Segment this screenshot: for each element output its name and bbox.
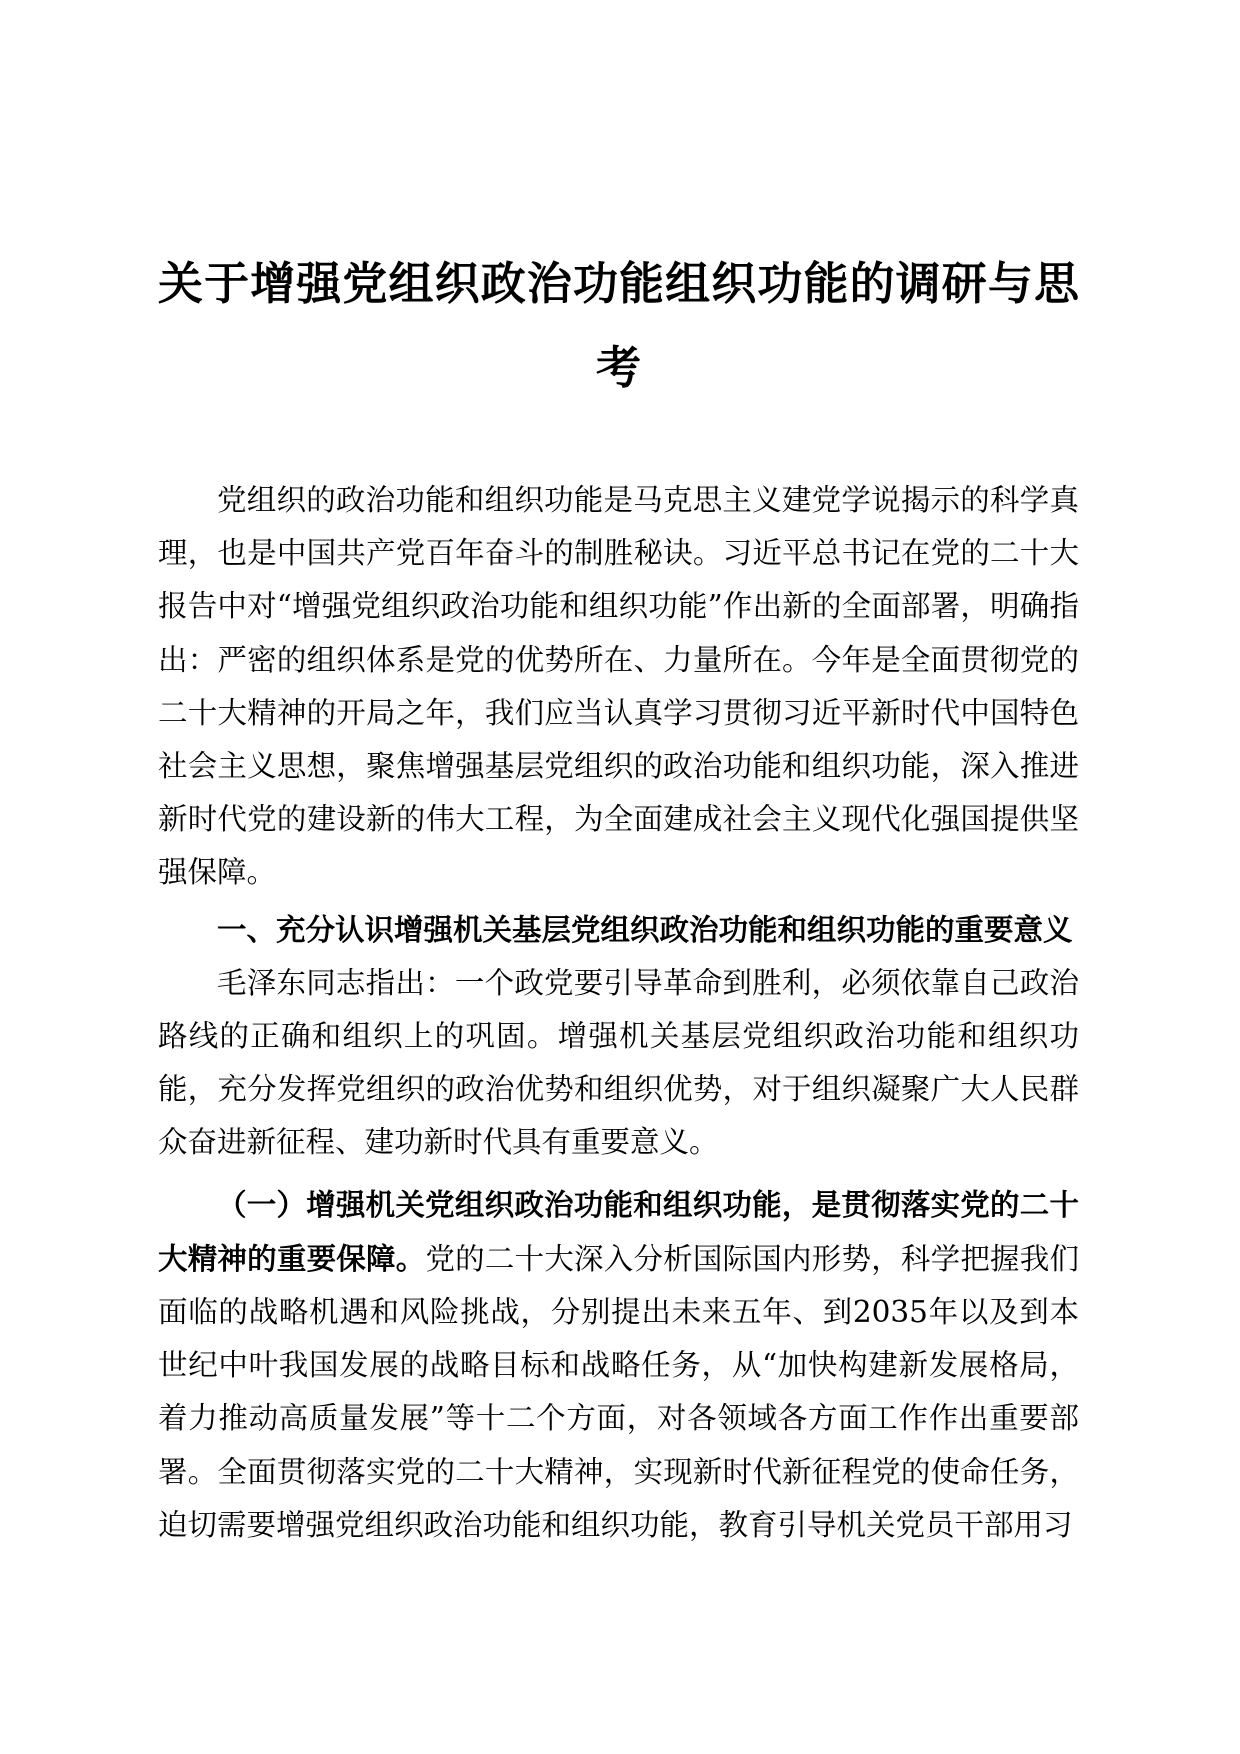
title-line-2: 考 (595, 341, 641, 394)
subsection-1-lead: （一）增强机关党组织政治功能和组织功能，是贯彻落实党的二十大精神的重要保障。 (158, 1186, 1079, 1276)
document-title (158, 242, 1079, 410)
subsection-1-body: 党的二十大深入分析国际国内形势，科学把握我们面临的战略机遇和风险挑战，分别提出未来五年、到2035年以及到本世纪中叶我国发展的战略目标和战略任务，从“加快构建新发展格局，着力推动高质量发展”等十二个方面，对各领域各方面工作作出重要部署。全面贯彻落实党的二十大精神，实现新时代新征程党的使命任务，迫切需要增强党组织政治功能和组织功能，教育引导机关党员干部用习 (158, 1241, 1079, 1542)
document-body (158, 474, 1079, 1552)
document-page (158, 242, 1079, 1552)
intro-paragraph: 党组织的政治功能和组织功能是马克思主义建党学说揭示的科学真理，也是中国共产党百年奋斗的制胜秘诀。习近平总书记在党的二十大报告中对“增强党组织政治功能和组织功能”作出新的全面部署，明确指出：严密的组织体系是党的优势所在、力量所在。今年是全面贯彻党的二十大精神的开局之年，我们应当认真学习贯彻习近平新时代中国特色社会主义思想，聚焦增强基层党组织的政治功能和组织功能，深入推进新时代党的建设新的伟大工程，为全面建成社会主义现代化强国提供坚强保障。 (158, 483, 1079, 890)
subsection-1-paragraph (158, 1178, 1079, 1552)
section-1-paragraph: 毛泽东同志指出：一个政党要引导革命到胜利，必须依靠自己政治路线的正确和组织上的巩固。增强机关基层党组织政治功能和组织功能，充分发挥党组织的政治优势和组织优势，对于组织凝聚广大人民群众奋进新征程、建功新时代具有重要意义。 (158, 965, 1079, 1160)
section-heading-1: 一、充分认识增强机关基层党组织政治功能和组织功能的重要意义 (217, 912, 1073, 947)
title-line-1: 关于增强党组织政治功能组织功能的调研与思 (158, 257, 1079, 310)
